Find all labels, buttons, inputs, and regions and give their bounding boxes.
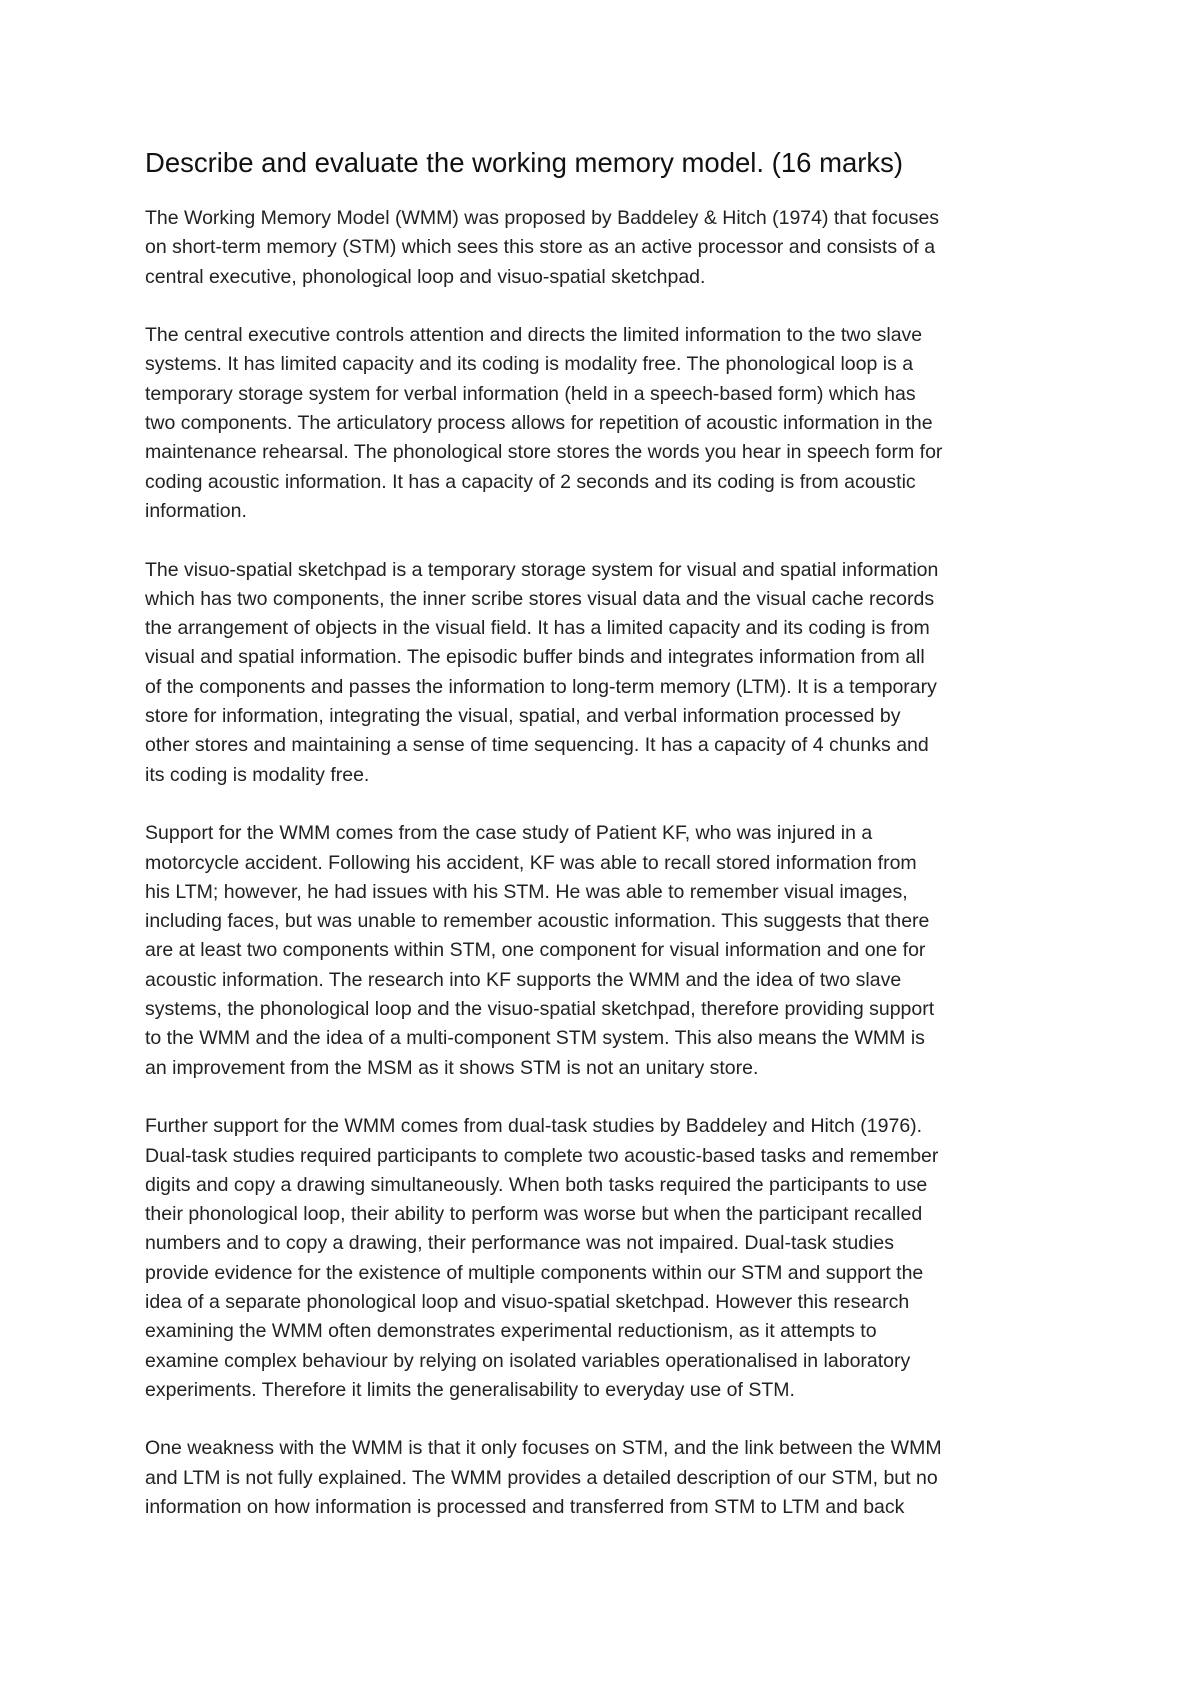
text-line: systems, the phonological loop and the visuo-spatial sketchpad, therefore providing support bbox=[145, 998, 935, 1021]
document-page bbox=[145, 146, 1065, 1552]
text-line: visual and spatial information. The episodic buffer binds and integrates information from all bbox=[145, 646, 925, 669]
paragraph-introduction bbox=[145, 204, 1065, 292]
text-line: The Working Memory Model (WMM) was proposed by Baddeley & Hitch (1974) that focuses bbox=[145, 207, 940, 229]
text-line: are at least two components within STM, one component for visual information and one for bbox=[145, 939, 926, 962]
text-line: provide evidence for the existence of multiple components within our STM and support the bbox=[145, 1261, 924, 1284]
text-line: One weakness with the WMM is that it only focuses on STM, and the link between the WMM bbox=[145, 1437, 942, 1460]
text-line: store for information, integrating the visual, spatial, and verbal information processed by bbox=[145, 705, 901, 728]
text-line: acoustic information. The research into KF supports the WMM and the idea of two slave bbox=[145, 968, 902, 991]
text-line: The central executive controls attention and directs the limited information to the two slave bbox=[145, 324, 923, 347]
text-line: coding acoustic information. It has a capacity of 2 seconds and its coding is from acoustic bbox=[145, 470, 916, 493]
text-line: examining the WMM often demonstrates experimental reductionism, as it attempts to bbox=[145, 1320, 877, 1343]
text-line: systems. It has limited capacity and its coding is modality free. The phonological loop is a bbox=[145, 353, 914, 376]
text-line: numbers and to copy a drawing, their performance was not impaired. Dual-task studies bbox=[145, 1232, 894, 1255]
text-line: Dual-task studies required participants to complete two acoustic-based tasks and remember bbox=[145, 1144, 939, 1167]
text-line: motorcycle accident. Following his accident, KF was able to recall stored information from bbox=[145, 851, 917, 874]
text-line: their phonological loop, their ability to perform was worse but when the participant recalled bbox=[145, 1203, 923, 1226]
text-line: information. bbox=[145, 499, 247, 522]
text-line: The visuo-spatial sketchpad is a temporary storage system for visual and spatial information bbox=[145, 558, 939, 581]
text-line: Further support for the WMM comes from dual-task studies by Baddeley and Hitch (1976). bbox=[145, 1115, 923, 1138]
text-line: maintenance rehearsal. The phonological store stores the words you hear in speech form for bbox=[145, 441, 943, 464]
text-line: an improvement from the MSM as it shows STM is not an unitary store. bbox=[145, 1056, 759, 1079]
text-line: on short-term memory (STM) which sees this store as an active processor and consists of a bbox=[145, 236, 936, 259]
paragraph-dual-task-studies bbox=[145, 1112, 1065, 1405]
text-line: other stores and maintaining a sense of time sequencing. It has a capacity of 4 chunks and bbox=[145, 734, 929, 757]
paragraph-weakness bbox=[145, 1434, 1065, 1522]
text-line: central executive, phonological loop and visuo-spatial sketchpad. bbox=[145, 265, 706, 288]
text-line: including faces, but was unable to remember acoustic information. This suggests that there bbox=[145, 910, 930, 933]
text-line: examine complex behaviour by relying on isolated variables operationalised in laboratory bbox=[145, 1349, 911, 1372]
text-line: which has two components, the inner scribe stores visual data and the visual cache records bbox=[145, 587, 935, 610]
text-line: Support for the WMM comes from the case study of Patient KF, who was injured in a bbox=[145, 822, 873, 845]
text-line: two components. The articulatory process allows for repetition of acoustic information in the bbox=[145, 412, 933, 435]
text-line: digits and copy a drawing simultaneously. When both tasks required the participants to use bbox=[145, 1173, 928, 1196]
text-line: idea of a separate phonological loop and visuo-spatial sketchpad. However this research bbox=[145, 1290, 910, 1313]
text-line: to the WMM and the idea of a multi-component STM system. This also means the WMM is bbox=[145, 1027, 925, 1050]
text-line: his LTM; however, he had issues with his STM. He was able to remember visual images, bbox=[145, 880, 908, 903]
paragraph-visuo-spatial-sketchpad bbox=[145, 556, 1065, 790]
text-line: experiments. Therefore it limits the generalisability to everyday use of STM. bbox=[145, 1378, 795, 1401]
text-line: information on how information is processed and transferred from STM to LTM and back bbox=[145, 1496, 905, 1519]
text-line: of the components and passes the information to long-term memory (LTM). It is a temporary bbox=[145, 675, 937, 698]
paragraph-case-study-kf bbox=[145, 819, 1065, 1083]
text-line: temporary storage system for verbal information (held in a speech-based form) which has bbox=[145, 382, 916, 405]
text-line: its coding is modality free. bbox=[145, 763, 370, 786]
text-line: the arrangement of objects in the visual field. It has a limited capacity and its coding is from bbox=[145, 617, 930, 640]
paragraph-central-executive bbox=[145, 321, 1065, 526]
text-line: and LTM is not fully explained. The WMM provides a detailed description of our STM, but no bbox=[145, 1466, 938, 1489]
document-title: Describe and evaluate the working memory model. (16 marks) bbox=[145, 147, 904, 178]
